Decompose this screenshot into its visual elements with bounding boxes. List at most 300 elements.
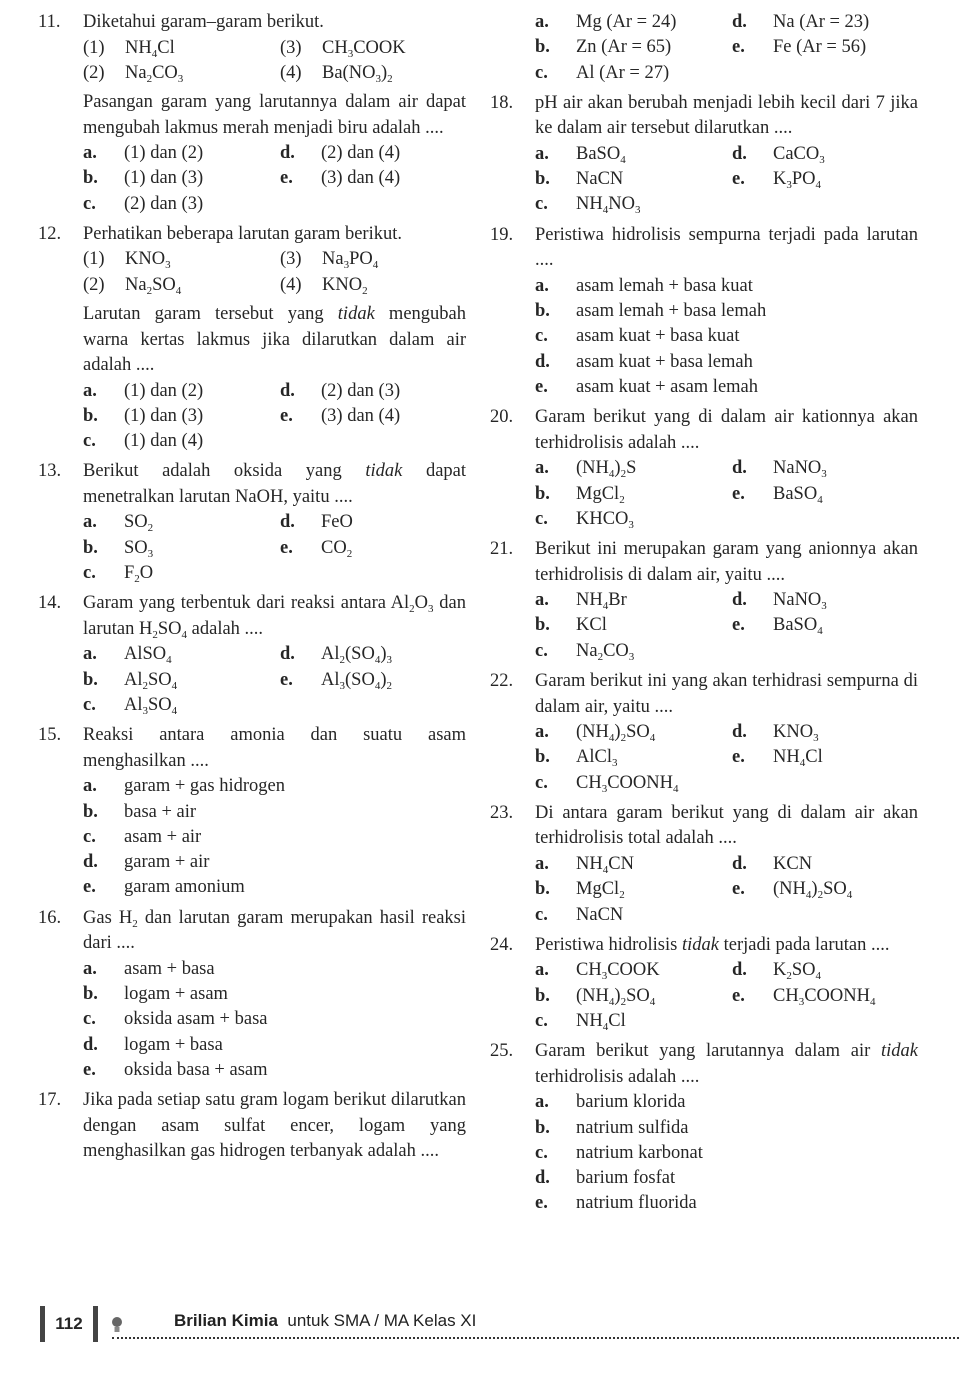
answer-option (83, 561, 280, 586)
option-text: MgCl$_2$ (576, 879, 625, 902)
answer-options (535, 958, 918, 1034)
option-letter: a. (535, 590, 549, 611)
option-text: (1) dan (3) (124, 405, 204, 426)
answer-option (732, 877, 918, 902)
option-text: $NH_4Cl$ (773, 747, 823, 770)
salt-item (280, 61, 466, 86)
option-text: $(NH_4)_2SO_4$ (773, 879, 853, 902)
answer-option (280, 404, 466, 429)
answer-option (83, 1033, 466, 1058)
option-letter: d. (535, 1168, 550, 1189)
answer-option (535, 1141, 918, 1166)
option-text: $KHCO_3$ (576, 508, 634, 531)
option-text: $CH_3COONH_4$ (773, 985, 876, 1008)
answer-option (535, 852, 732, 877)
question (490, 933, 918, 1034)
option-text: $KNO_3$ (773, 722, 819, 745)
option-letter: d. (280, 380, 295, 401)
question-stem: Reaksi antara amonia dan suatu asam menghasilkan .... (83, 725, 466, 771)
option-letter: a. (535, 275, 549, 296)
answer-option (535, 745, 732, 770)
option-letter: d. (732, 722, 747, 743)
question-stem-continued: Pasangan garam yang larutannya dalam air dapat mengubah lakmus merah menjadi biru adalah .... (83, 92, 466, 138)
salt-item-label: (2) (83, 274, 105, 295)
salt-item-formula: $KNO_3$ (125, 249, 171, 272)
option-text: asam + air (124, 826, 202, 847)
answer-options (535, 588, 918, 664)
answer-option (280, 379, 466, 404)
option-text: asam lemah + basa kuat (576, 275, 753, 296)
question-stem: pH air akan berubah menjadi lebih kecil dari 7 jika ke dalam air tersebut dilarutkan .... (535, 92, 918, 139)
answer-option (535, 771, 732, 796)
option-letter: a. (535, 143, 549, 164)
question-number: 25. (490, 1041, 514, 1062)
salt-item-formula: $Na_2CO_3$ (125, 62, 184, 85)
question-number: 24. (490, 934, 514, 955)
option-text: AlSO$_4$ (124, 644, 172, 667)
answer-option (280, 141, 466, 166)
option-text: $Al_3(SO_4)_2$ (321, 669, 392, 692)
option-text: $Al_2(SO_4)_3$ (321, 644, 392, 667)
salt-item (280, 36, 466, 61)
answer-option (535, 877, 732, 902)
salt-item-formula: $Na_3PO_4$ (322, 249, 379, 272)
question-body (83, 10, 466, 217)
book-title-bold: Brilian Kimia (174, 1311, 278, 1330)
answer-option (83, 982, 466, 1007)
option-text: Fe (Ar = 56) (773, 37, 867, 58)
option-letter: d. (732, 853, 747, 874)
option-letter: a. (83, 644, 97, 665)
answer-option (83, 536, 280, 561)
option-letter: c. (83, 826, 96, 847)
option-letter: e. (732, 37, 745, 58)
option-text: $CH_3COONH_4$ (576, 772, 679, 795)
answer-option (535, 1090, 918, 1115)
question-stem: Jika pada setiap satu gram logam berikut dilarutkan dengan asam sulfat encer, logam yang menghasilkan gas hidrogen terbanyak adalah .... (83, 1090, 466, 1162)
option-text: logam + asam (124, 984, 228, 1005)
salt-item-label: (3) (280, 249, 302, 270)
answer-option (83, 825, 466, 850)
question-number: 16. (38, 907, 62, 928)
option-letter: d. (732, 143, 747, 164)
option-text: asam + basa (124, 958, 215, 979)
left-column (38, 10, 466, 1170)
answer-option (83, 875, 466, 900)
answer-option (83, 429, 280, 454)
option-text: $NH_4CN$ (576, 853, 634, 876)
question-stem: Garam yang terbentuk dari reaksi antara $Al_2O_3$ dan larutan $H_2SO_4$ adalah .... (83, 593, 466, 641)
question-body (535, 933, 918, 1034)
option-text: NaNO$_3$ (773, 458, 827, 481)
answer-option (535, 274, 918, 299)
book-title-rest: untuk SMA / MA Kelas XI (287, 1311, 477, 1330)
option-letter: e. (83, 1059, 96, 1080)
option-text: BaSO$_4$ (773, 483, 823, 506)
question-stem: Peristiwa hidrolisis sempurna terjadi pada larutan .... (535, 224, 918, 271)
option-text: $K_2SO_4$ (773, 960, 822, 983)
option-letter: a. (535, 722, 549, 743)
answer-options (535, 10, 918, 86)
option-letter: c. (83, 1009, 96, 1030)
option-text: natrium fluorida (576, 1193, 697, 1214)
salt-item-formula: $Ba(NO_3)_2$ (322, 62, 393, 85)
page-footer (40, 1306, 959, 1346)
option-letter: b. (83, 405, 98, 426)
option-text: asam kuat + asam lemah (576, 376, 759, 397)
answer-options (83, 774, 466, 900)
salt-item-formula: $KNO_2$ (322, 274, 368, 297)
question-stem: Garam berikut yang larutannya dalam air tidak terhidrolisis adalah .... (535, 1041, 918, 1087)
option-letter: a. (535, 960, 549, 981)
option-text: $Al_3SO_4$ (124, 694, 178, 717)
option-text: FeO (321, 512, 353, 533)
answer-option (535, 588, 732, 613)
answer-option (732, 588, 918, 613)
option-letter: c. (535, 1010, 548, 1031)
option-letter: c. (535, 772, 548, 793)
answer-option (83, 166, 280, 191)
option-text: $Na_2CO_3$ (576, 640, 635, 663)
question-stem: Di antara garam berikut yang di dalam air akan terhidrolisis total adalah .... (535, 802, 918, 849)
option-letter: c. (83, 694, 96, 715)
question (38, 459, 466, 586)
question (38, 906, 466, 1083)
answer-option (83, 800, 466, 825)
answer-option (535, 1166, 918, 1191)
option-letter: c. (535, 194, 548, 215)
answer-options (535, 142, 918, 218)
option-text: $NH_4Cl$ (576, 1010, 626, 1033)
option-text: KCl (576, 615, 607, 636)
option-text: (3) dan (4) (321, 168, 401, 189)
option-letter: d. (535, 351, 550, 372)
answer-option (280, 166, 466, 191)
option-text: barium fosfat (576, 1168, 676, 1189)
question-number: 11. (38, 12, 61, 32)
answer-option (535, 10, 732, 35)
option-letter: b. (535, 985, 550, 1006)
option-letter: e. (732, 985, 745, 1006)
question (490, 91, 918, 218)
answer-option (535, 1116, 918, 1141)
option-letter: d. (732, 12, 747, 32)
option-letter: e. (732, 747, 745, 768)
answer-options (535, 852, 918, 928)
option-letter: c. (83, 193, 96, 214)
option-letter: e. (535, 1193, 548, 1214)
answer-options (83, 141, 466, 217)
question-stem: Diketahui garam–garam berikut. (83, 12, 324, 32)
option-letter: b. (535, 301, 550, 322)
question-number: 17. (38, 1090, 62, 1111)
question-body (83, 459, 466, 586)
question (38, 1088, 466, 1165)
answer-option (83, 510, 280, 535)
option-letter: a. (83, 143, 97, 164)
option-letter: e. (280, 405, 293, 426)
option-letter: d. (83, 852, 98, 873)
salt-item-label: (1) (83, 37, 105, 58)
answer-option (83, 1058, 466, 1083)
question-body (535, 1039, 918, 1216)
option-text: garam amonium (124, 877, 245, 898)
option-letter: b. (83, 537, 98, 558)
question-stem: Gas $H_2$ dan larutan garam merupakan hasil reaksi dari .... (83, 907, 466, 954)
answer-option (280, 642, 466, 667)
question-number: 14. (38, 593, 62, 614)
salt-item-formula: $Na_2SO_4$ (125, 274, 182, 297)
option-text: Na (Ar = 23) (773, 12, 870, 32)
option-text: BaSO$_4$ (576, 143, 626, 166)
answer-option (535, 456, 732, 481)
question (490, 801, 918, 928)
option-letter: a. (83, 776, 97, 797)
question (38, 591, 466, 718)
option-text: BaSO$_4$ (773, 615, 823, 638)
option-letter: a. (83, 380, 97, 401)
option-letter: b. (83, 801, 98, 822)
option-letter: e. (732, 169, 745, 190)
answer-option (535, 192, 732, 217)
salt-item-label: (3) (280, 37, 302, 58)
answer-options (535, 274, 918, 400)
question-body (535, 669, 918, 796)
option-letter: c. (535, 1142, 548, 1163)
salt-item-formula: $CH_3COOK$ (322, 37, 406, 60)
question-number: 13. (38, 461, 62, 482)
answer-option (83, 141, 280, 166)
answer-option (83, 404, 280, 429)
question-stem: Berikut adalah oksida yang tidak dapat menetralkan larutan NaOH, yaitu .... (83, 461, 467, 507)
salt-item (83, 36, 280, 61)
salt-list (83, 36, 466, 87)
option-letter: b. (535, 169, 550, 190)
answer-option (535, 903, 732, 928)
question (38, 222, 466, 454)
question (490, 405, 918, 532)
question-body (535, 537, 918, 664)
option-text: $SO_3$ (124, 537, 154, 560)
option-letter: d. (83, 1034, 98, 1055)
option-text: NaCN (576, 169, 624, 190)
option-text: (3) dan (4) (321, 405, 401, 426)
question-body (535, 405, 918, 532)
option-text: KCN (773, 853, 813, 874)
question-body (83, 906, 466, 1083)
option-letter: e. (732, 615, 745, 636)
option-text: garam + air (124, 852, 210, 873)
question (38, 10, 466, 217)
option-text: MgCl$_2$ (576, 483, 625, 506)
option-text: barium klorida (576, 1092, 686, 1113)
answer-option (732, 482, 918, 507)
option-letter: b. (535, 615, 550, 636)
answer-option (535, 720, 732, 745)
question-number: 20. (490, 407, 514, 428)
answer-option (280, 536, 466, 561)
option-letter: c. (535, 326, 548, 347)
option-letter: b. (535, 37, 550, 58)
option-text: $CO_2$ (321, 537, 353, 560)
answer-options (83, 510, 466, 586)
answer-option (535, 167, 732, 192)
option-letter: e. (280, 168, 293, 189)
answer-option (535, 299, 918, 324)
option-letter: a. (535, 853, 549, 874)
option-letter: a. (83, 512, 97, 533)
question-number: 12. (38, 223, 62, 244)
answer-option (535, 984, 732, 1009)
question-body (83, 591, 466, 718)
option-letter: b. (535, 747, 550, 768)
answer-option (83, 642, 280, 667)
option-text: (2) dan (3) (321, 380, 401, 401)
option-letter: e. (535, 376, 548, 397)
option-letter: e. (280, 669, 293, 690)
option-text: (1) dan (3) (124, 168, 204, 189)
salt-item-label: (1) (83, 249, 105, 270)
question (490, 10, 918, 86)
salt-item-label: (4) (280, 274, 302, 295)
answer-option (535, 507, 732, 532)
footer-dotted-rule (112, 1337, 959, 1339)
answer-option (535, 35, 732, 60)
option-letter: b. (535, 1117, 550, 1138)
option-text: Zn (Ar = 65) (576, 37, 672, 58)
question-body (83, 723, 466, 900)
option-letter: d. (732, 960, 747, 981)
question (490, 223, 918, 400)
option-text: (2) dan (3) (124, 193, 204, 214)
option-letter: e. (280, 537, 293, 558)
option-text: (1) dan (4) (124, 431, 204, 452)
option-letter: c. (535, 62, 548, 83)
right-column (490, 10, 918, 1222)
question-body (535, 223, 918, 400)
answer-option (280, 668, 466, 693)
question (490, 669, 918, 796)
answer-option (732, 613, 918, 638)
answer-options (83, 642, 466, 718)
answer-option (83, 850, 466, 875)
option-letter: b. (83, 168, 98, 189)
option-text: $K_3PO_4$ (773, 169, 822, 192)
answer-option (83, 192, 280, 217)
option-text: $NH_4NO_3$ (576, 194, 641, 217)
option-text: oksida basa + asam (124, 1059, 268, 1080)
option-letter: e. (732, 879, 745, 900)
question-body (83, 1088, 466, 1165)
option-text: (2) dan (4) (321, 143, 401, 164)
option-letter: b. (83, 669, 98, 690)
answer-option (83, 379, 280, 404)
option-letter: d. (280, 143, 295, 164)
salt-item-formula: $NH_4Cl$ (125, 37, 175, 60)
option-text: garam + gas hidrogen (124, 776, 285, 797)
answer-option (83, 668, 280, 693)
option-letter: c. (535, 904, 548, 925)
question-stem: Perhatikan beberapa larutan garam berikut. (83, 223, 402, 244)
question-body (83, 222, 466, 454)
option-text: logam + basa (124, 1034, 223, 1055)
question-stem-continued: Larutan garam tersebut yang tidak mengubah warna kertas lakmus jika dilarutkan dalam air adalah .... (83, 304, 466, 376)
answer-option (535, 1191, 918, 1216)
option-letter: c. (535, 640, 548, 661)
answer-option (83, 1007, 466, 1032)
option-letter: d. (280, 512, 295, 533)
option-text: natrium sulfida (576, 1117, 689, 1138)
option-text: asam kuat + basa kuat (576, 326, 740, 347)
option-text: Al (Ar = 27) (576, 62, 670, 83)
option-text: basa + air (124, 801, 197, 822)
option-text: natrium karbonat (576, 1142, 703, 1163)
option-letter: b. (535, 879, 550, 900)
answer-option (535, 375, 918, 400)
option-letter: b. (535, 483, 550, 504)
salt-item (83, 61, 280, 86)
option-text: CaCO$_3$ (773, 143, 825, 166)
option-text: asam kuat + basa lemah (576, 351, 753, 372)
salt-list (83, 247, 466, 298)
question-number: 18. (490, 92, 514, 113)
option-text: $(NH_4)_2SO_4$ (576, 985, 656, 1008)
answer-option (535, 958, 732, 983)
answer-option (535, 1009, 732, 1034)
answer-option (732, 456, 918, 481)
answer-option (535, 639, 732, 664)
answer-option (732, 958, 918, 983)
answer-option (535, 482, 732, 507)
answer-options (83, 957, 466, 1083)
lightbulb-icon (110, 1316, 124, 1334)
option-text: (1) dan (2) (124, 380, 204, 401)
option-letter: a. (535, 1092, 549, 1113)
option-text: Mg (Ar = 24) (576, 12, 677, 32)
option-text: $(NH_4)_2SO_4$ (576, 722, 656, 745)
option-letter: e. (732, 483, 745, 504)
answer-option (280, 510, 466, 535)
question-number: 21. (490, 539, 514, 560)
question-stem: Berikut ini merupakan garam yang anionnya akan terhidrolisis di dalam air, yaitu .... (535, 539, 918, 585)
option-letter: c. (535, 508, 548, 529)
option-text: $(NH_4)_2S$ (576, 458, 637, 481)
question-number: 22. (490, 671, 514, 692)
option-letter: e. (83, 877, 96, 898)
salt-item (83, 273, 280, 298)
option-text: $NH_4Br$ (576, 590, 627, 613)
option-text: $SO_2$ (124, 512, 154, 535)
salt-item-label: (4) (280, 62, 302, 83)
book-title (174, 1311, 476, 1331)
option-letter: a. (535, 458, 549, 479)
answer-option (83, 693, 280, 718)
question-stem: Peristiwa hidrolisis tidak terjadi pada larutan .... (535, 934, 890, 955)
option-text: NaNO$_3$ (773, 590, 827, 613)
option-letter: d. (280, 644, 295, 665)
answer-option (535, 324, 918, 349)
option-text: asam lemah + basa lemah (576, 301, 767, 322)
option-text: (1) dan (2) (124, 143, 204, 164)
answer-option (535, 142, 732, 167)
answer-option (732, 852, 918, 877)
answer-option (535, 61, 732, 86)
option-letter: a. (535, 12, 549, 32)
salt-item (280, 273, 466, 298)
answer-option (732, 745, 918, 770)
option-text: $F_2O$ (124, 563, 154, 586)
answer-options (535, 456, 918, 532)
